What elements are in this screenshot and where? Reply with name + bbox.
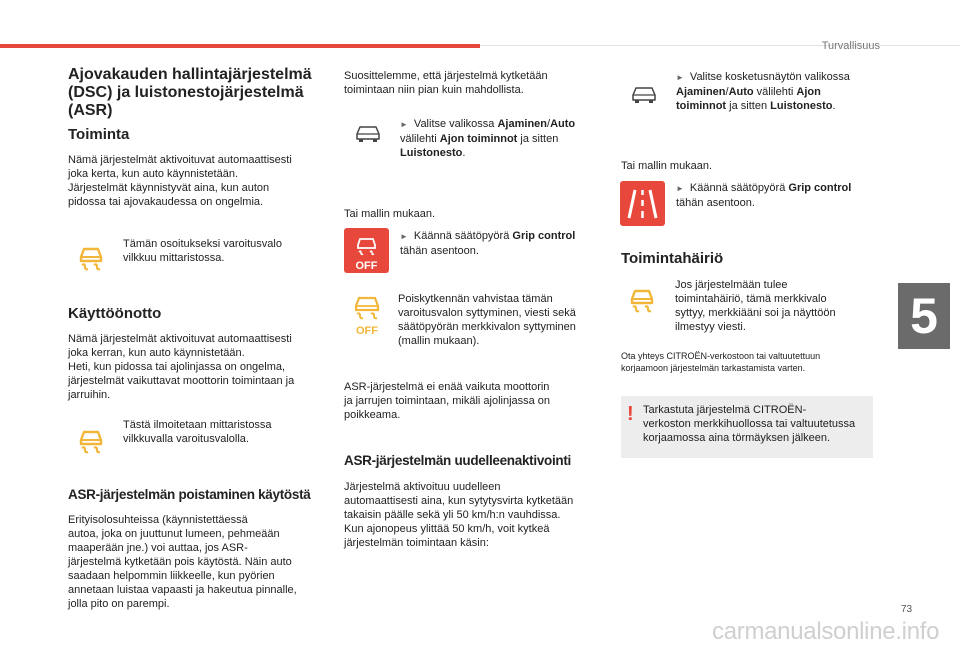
off-label: OFF <box>355 260 378 272</box>
icon2-text: Tästä ilmoitetaan mittaristossa vilkkuvalla varoitusvalolla. <box>123 419 272 445</box>
section-label: Turvallisuus <box>821 40 880 52</box>
header-divider <box>480 45 960 46</box>
col2-step2: ► Käännä säätöpyörä Grip control tähän asentoon. <box>400 230 576 257</box>
header-accent-bar <box>0 44 480 48</box>
off-label: OFF <box>356 325 378 337</box>
col3-step1: ► Valitse kosketusnäytön valikossa Ajaminen/Auto välilehti Ajon toiminnot ja sitten Luistonesto. <box>676 71 850 112</box>
col2-confirm-text: Poiskytkennän vahvistaa tämän varoitusvalon syttyminen, viesti sekä säätöpyörän merkkivalon syttyminen (mallin mukaan). <box>398 293 576 347</box>
main-title: Ajovakauden hallintajärjestelmä (DSC) ja luistonestojärjestelmä (ASR) <box>68 66 312 119</box>
toiminta-text: Nämä järjestelmät aktivoituvat automaattisesti joka kerta, kun auto käynnistetään. Järjestelmät käynnistyvät aina, kun auton pidossa tai ajovakaudessa on ongelmia. <box>68 154 292 208</box>
col2-model-note: Tai mallin mukaan. <box>344 208 436 220</box>
grip-control-off-icon <box>344 228 389 273</box>
kayttoonotto-heading: Käyttöönotto <box>68 305 162 322</box>
fault-text: Jos järjestelmään tulee toimintahäiriö, tämä merkkivalo syttyy, merkkiääni soi ja näyttöön ilmestyy viesti. <box>675 279 836 333</box>
grip-control-lanes-icon <box>620 181 665 226</box>
reactivate-heading: ASR-järjestelmän uudelleenaktivointi <box>344 453 572 468</box>
kayttoonotto-text: Nämä järjestelmät aktivoituvat automaattisesti joka kerran, kun auto käynnistetään. Heti, kun pidossa tai ajolinjassa on ongelma, järjestelmät vaikuttavat moottorin toimintaan ja jarruihin. <box>68 333 295 401</box>
col3-step2: ► Käännä säätöpyörä Grip control tähän asentoon. <box>676 182 852 209</box>
col2-after-text: ASR-järjestelmä ei enää vaikuta moottorin ja jarrujen toimintaan, mikäli ajolinjassa on poikkeama. <box>344 381 551 421</box>
bullet-arrow-icon: ► <box>400 232 408 241</box>
icon1-text: Tämän osoitukseksi varoitusvalo vilkkuu mittaristossa. <box>123 238 282 264</box>
chapter-tab <box>898 283 950 349</box>
asr-off-text: Erityisolosuhteissa (käynnistettäessä autoa, joka on juuttunut lumeen, pehmeään maaperään jne.) voi auttaa, jos ASR- järjestelmä kytketään pois käytöstä. Näin auto saadaan helpommin liikkeelle, kun pyörien annetaan luistaa vapaasti ja hakeutua pinnalle, jolla pito on parempi. <box>68 514 297 610</box>
bullet-arrow-icon: ► <box>400 120 408 129</box>
chapter-number: 5 <box>910 288 938 344</box>
toiminta-heading: Toiminta <box>68 126 130 143</box>
asr-off-warning-icon <box>351 293 383 337</box>
col2-intro: Suosittelemme, että järjestelmä kytketään toimintaan niin pian kuin mahdollista. <box>344 70 548 96</box>
warning-exclamation-icon: ! <box>627 403 634 425</box>
skid-warning-icon <box>627 284 657 314</box>
page-number: 73 <box>901 604 913 615</box>
warning-text: Tarkastuta järjestelmä CITROËN- verkoston merkkihuollossa tai valtuutetussa korjaamossa aina törmäyksen jälkeen. <box>643 404 856 444</box>
skid-warning-icon <box>76 242 106 272</box>
bullet-arrow-icon: ► <box>676 73 684 82</box>
col3-model-note: Tai mallin mukaan. <box>621 160 713 172</box>
reactivate-text: Järjestelmä aktivoituu uudelleen automaattisesti aina, kun sytytysvirta kytketään takaisin päälle sekä yli 50 km/h:n vauhdissa. Kun ajonopeus ylittää 50 km/h, voit kytkeä järjestelmän toimintaan käsin: <box>344 481 574 549</box>
contact-text: Ota yhteys CITROËN-verkostoon tai valtuutettuun korjaamoon järjestelmän tarkastamista varten. <box>621 351 821 373</box>
col2-step1: ► Valitse valikossa Ajaminen/Auto välilehti Ajon toiminnot ja sitten Luistonesto. <box>400 118 576 159</box>
footer-watermark: carmanualsonline.info <box>712 618 940 645</box>
asr-off-heading: ASR-järjestelmän poistaminen käytöstä <box>68 487 311 502</box>
car-menu-icon <box>354 124 382 142</box>
fault-heading: Toimintahäiriö <box>621 250 724 267</box>
car-menu-icon <box>630 85 658 103</box>
skid-warning-icon <box>76 425 106 455</box>
bullet-arrow-icon: ► <box>676 184 684 193</box>
